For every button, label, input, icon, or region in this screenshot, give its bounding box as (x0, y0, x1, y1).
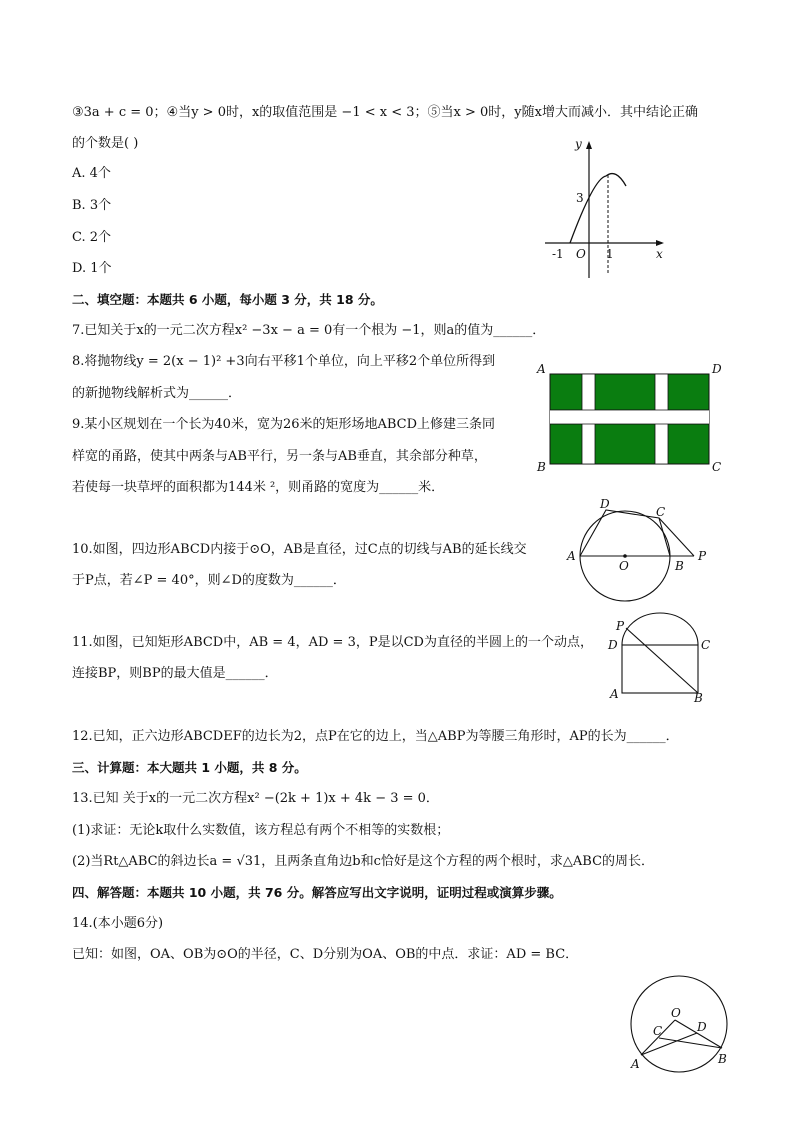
q11-rectangle-semicircle-diagram (604, 608, 714, 704)
q14-label-o: O (671, 1006, 681, 1020)
q6-graph-x-label: x (656, 247, 663, 261)
q11-line1: 11.如图，已知矩形ABCD中，AB = 4，AD = 3，P是以CD为直径的半圆上的一个动点， (72, 635, 593, 650)
q9-label-b: B (537, 460, 546, 474)
q6-statement-line1: ③3a + c = 0；④当y > 0时，x的取值范围是 −1 < x < 3；⑤当x > 0时，y随x增大而减小．其中结论正确 (72, 105, 698, 120)
q14-heading: 14.(本小题6分) (72, 916, 164, 931)
q13-part2: (2)当Rt△ABC的斜边长a = √31，且两条直角边b和c恰好是这个方程的两个根时，求△ABC的周长． (72, 854, 655, 869)
q11-line2: 连接BP，则BP的最大值是______． (72, 666, 278, 681)
q6-statement-line2: 的个数是( ) (72, 136, 139, 151)
q14-body: 已知：如图，OA、OB为⊙O的半径，C、D分别为OA、OB的中点．求证：AD = BC． (72, 947, 579, 962)
section-4-heading: 四、解答题：本题共 10 小题，共 76 分。解答应写出文字说明，证明过程或演算步骤。 (72, 885, 562, 900)
q6-option-d: D. 1个 (72, 261, 112, 276)
q6-option-c: C. 2个 (72, 230, 112, 245)
q6-parabola-graph (540, 130, 680, 280)
q6-graph-origin-label: O (576, 247, 586, 261)
section-2-heading: 二、填空题：本题共 6 小题，每小题 3 分，共 18 分。 (72, 292, 383, 307)
section-3-heading: 三、计算题：本大题共 1 小题，共 8 分。 (72, 760, 307, 775)
q6-graph-three-label: 3 (576, 191, 584, 205)
q10-label-p: P (698, 549, 707, 563)
q14-label-d: D (697, 1020, 707, 1034)
q10-label-o: O (619, 559, 629, 573)
q9-label-a: A (537, 362, 546, 376)
q14-label-c: C (653, 1024, 663, 1038)
q13-part1: (1)求证：无论k取什么实数值，该方程总有两个不相等的实数根； (72, 823, 450, 838)
q11-label-a: A (610, 687, 619, 701)
q9-label-c: C (712, 460, 722, 474)
q8-line1: 8.将抛物线y = 2(x − 1)² +3向右平移1个单位，向上平移2个单位所得到 (72, 354, 496, 369)
q10-label-c: C (656, 505, 666, 519)
q10-label-d: D (600, 497, 610, 511)
q9-line2: 样宽的甬路，使其中两条与AB平行，另一条与AB垂直，其余部分种草， (72, 449, 487, 464)
q14-label-b: B (718, 1052, 727, 1066)
q6-graph-y-label: y (575, 137, 582, 151)
q13-stem: 13.已知 关于x的一元二次方程x² −(2k + 1)x + 4k − 3 = 0． (72, 791, 439, 806)
q11-label-b: B (694, 691, 703, 704)
q10-line1: 10.如图，四边形ABCD内接于⊙O，AB是直径，过C点的切线与AB的延长线交 (72, 542, 527, 557)
q9-line3: 若使每一块草坪的面积都为144米 ²，则甬路的宽度为______米． (72, 480, 445, 495)
q14-circle-diagram (624, 972, 736, 1076)
q6-option-a: A. 4个 (72, 166, 111, 181)
q14-label-a: A (631, 1057, 640, 1071)
q10-label-a: A (567, 549, 576, 563)
q9-lawn-diagram (533, 358, 733, 476)
q6-graph-one-label: 1 (606, 247, 614, 261)
q10-line2: 于P点，若∠P = 40°，则∠D的度数为______． (72, 573, 346, 588)
q12-text: 12.已知，正六边形ABCDEF的边长为2，点P在它的边上，当△ABP为等腰三角形时，AP的长为______． (72, 729, 679, 744)
q6-option-b: B. 3个 (72, 198, 112, 213)
q11-label-c: C (701, 638, 711, 652)
q11-label-d: D (608, 638, 618, 652)
q11-label-p: P (616, 619, 625, 633)
q9-label-d: D (712, 362, 722, 376)
q10-circle-diagram (564, 496, 714, 608)
q10-label-b: B (675, 559, 684, 573)
q8-line2: 的新抛物线解析式为______． (72, 386, 242, 401)
q7-text: 7.已知关于x的一元二次方程x² −3x − a = 0有一个根为 −1，则a的值为______． (72, 323, 546, 338)
q9-line1: 9.某小区规划在一个长为40米，宽为26米的矩形场地ABCD上修建三条同 (72, 417, 496, 432)
q6-graph-neg1-label: -1 (552, 247, 564, 261)
